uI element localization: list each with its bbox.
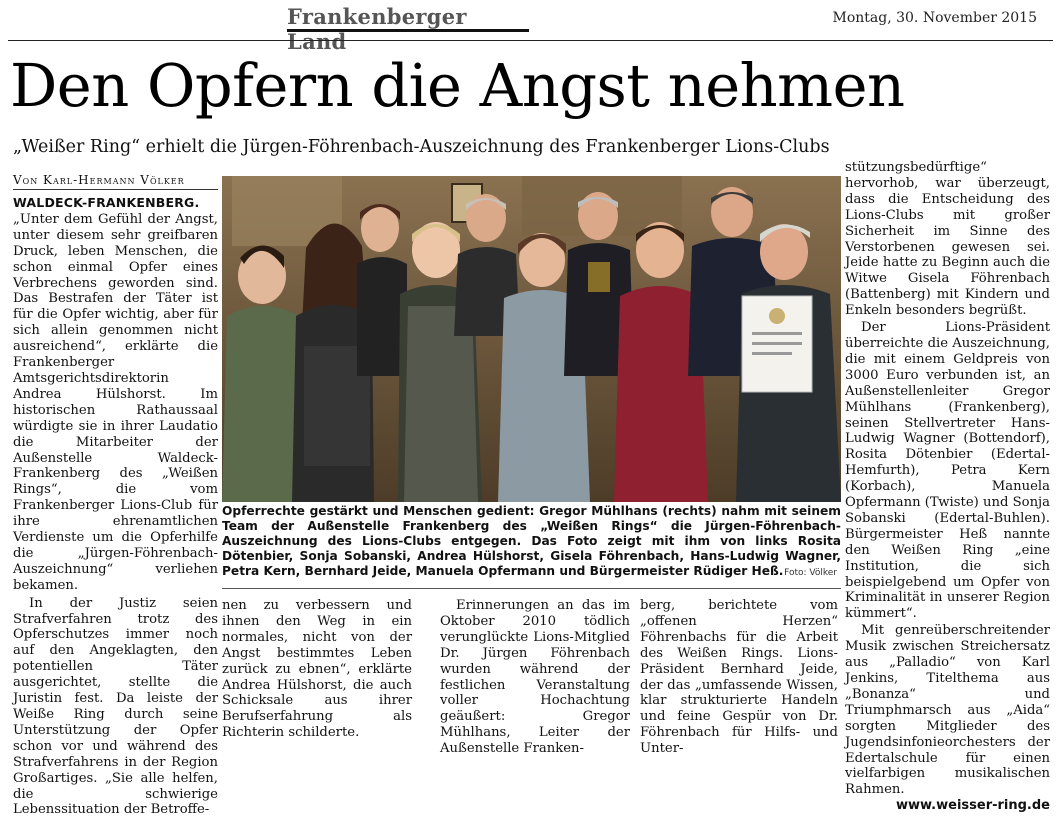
article-subheadline: „Weißer Ring“ erhielt die Jürgen-Föhrenbach-Auszeichnung des Frankenberger Lions-Clubs	[13, 137, 830, 157]
photo-caption: Opferrechte gestärkt und Menschen gedient: Gregor Mühlhans (rechts) nahm mit seinem Team der Außenstelle Frankenberg des „Weißen Rings“ die Jürgen-Föhrenbach-Auszeichnung des Lions-Clubs entgegen. Das Foto zeigt mit ihm von links Rosita Dötenbier, Sonja Sobanski, Andrea Hülshorst, Gisela Föhrenbach, Hans-Ludwig Wagner, Petra Kern, Bernhard Jeide, Manuela Opfermann und Bürgermeister Rüdiger Heß.	[222, 504, 841, 578]
website-link: www.weisser-ring.de	[895, 798, 1050, 814]
paragraph: Der Lions-Präsident überreichte die Auszeichnung, die mit einem Geldpreis von 3000 Euro verbunden ist, an Außenstellenleiter Gregor Mühlhans (Frankenberg), seinen Stellvertreter Hans-Ludwig Wagner (Bottendorf), Rosita Dötenbier (Edertal-Hemfurth), Petra Kern (Korbach), Manuela Opfermann (Twiste) und Sonja Sobanski (Edertal-Buhlen). Bürgermeister Heß nannte den Weißen Ring „eine Institution, die sich beispielgebend um Opfer von Kriminalität in unserer Region kümmert“.	[845, 320, 1051, 622]
article-photo	[222, 176, 841, 502]
article-column-5	[845, 160, 1051, 814]
photo-credit: Foto: Völker	[784, 568, 837, 578]
paragraph: nen zu verbessern und ihnen den Weg in ein normales, nicht von der Angst bestimmtes Leben zurück zu ebnen“, erklärte Andrea Hülshorst, die auch Schicksale aus ihrer Berufserfahrung als Richterin schilderte.	[222, 598, 412, 741]
paragraph: berg, berichtete vom „offenen Herzen“ Föhrenbachs für die Arbeit des Weißen Rings. Lions-Präsident Bernhard Jeide, der das „umfassende Wissen, klar strukturierte Handeln und feine Gespür von Dr. Föhrenbach für Hilfs- und Unter-	[640, 598, 838, 757]
article-column-1	[13, 195, 218, 818]
lead-text: „Unter dem Gefühl der Angst, unter diesem sehr greifbaren Druck, leben Menschen, die schon einmal Opfer eines Verbrechens geworden sind. Das Bestrafen der Täter ist für die Opfer wichtig, aber für sich allein genommen nicht ausreichend“, erklärte die Frankenberger Amtsgerichtsdirektorin Andrea Hülshorst. Im historischen Rathaussaal würdigte sie in ihrer Laudatio die Mitarbeiter der Außenstelle Waldeck-Frankenberg des „Weißen Rings“, die vom Frankenberger Lions-Club für ihre ehrenamtlichen Verdienste um die Opferhilfe die „Jürgen-Föhrenbach-Auszeichnung“ verliehen bekamen.	[13, 211, 218, 593]
article-column-2	[222, 598, 412, 741]
header-rule	[8, 40, 1053, 41]
issue-date: Montag, 30. November 2015	[832, 10, 1037, 26]
caption-rule	[222, 588, 841, 589]
article-headline: Den Opfern die Angst nehmen	[10, 51, 905, 120]
lead-paragraph	[13, 195, 218, 594]
paragraph: Erinnerungen an das im Oktober 2010 tödlich verunglückte Lions-Mitglied Dr. Jürgen Föhrenbach wurden während der festlichen Veranstaltung voller Hochachtung geäußert: Gregor Mühlhans, Leiter der Außenstelle Franken-	[440, 598, 630, 757]
paragraph: Mit genreüberschreitender Musik zwischen Streichersatz aus „Palladio“ von Karl Jenkins, Titelthema aus „Bonanza“ und Triumphmarsch aus „Aida“ sorgten Mitglieder des Jugendsinfonieorchesters der Edertalschule für einen vielfarbigen musikalischen Rahmen.	[845, 623, 1050, 798]
article-dateline: WALDECK-FRANKENBERG.	[13, 195, 200, 210]
section-header	[287, 4, 529, 54]
group-photo-illustration	[222, 176, 841, 502]
article-column-3	[440, 598, 630, 757]
section-title: Frankenberger Land	[287, 4, 467, 54]
paragraph: In der Justiz seien Strafverfahren trotz des Opferschutzes immer noch auf den Angeklagten, den potentiellen Täter ausgerichtet, stellte die Juristin fest. Da leiste der Weiße Ring durch seine Unterstützung der Opfer schon vor und während des Strafverfahrens in der Region Großartiges. „Sie alle helfen, die schwierige Lebenssituation der Betroffe-	[13, 595, 218, 818]
paragraph: stützungsbedürftige“ hervorhob, war überzeugt, dass die Entscheidung des Lions-Clubs mit großer Sicherheit im Sinne des Verstorbenen gewesen sei. Jeide hatte zu Beginn auch die Witwe Gisela Föhrenbach (Battenberg) mit Kindern und Enkeln besonders begrüßt.	[845, 160, 1050, 319]
article-column-4	[640, 598, 838, 757]
article-byline: Von Karl-Hermann Völker	[13, 173, 218, 190]
